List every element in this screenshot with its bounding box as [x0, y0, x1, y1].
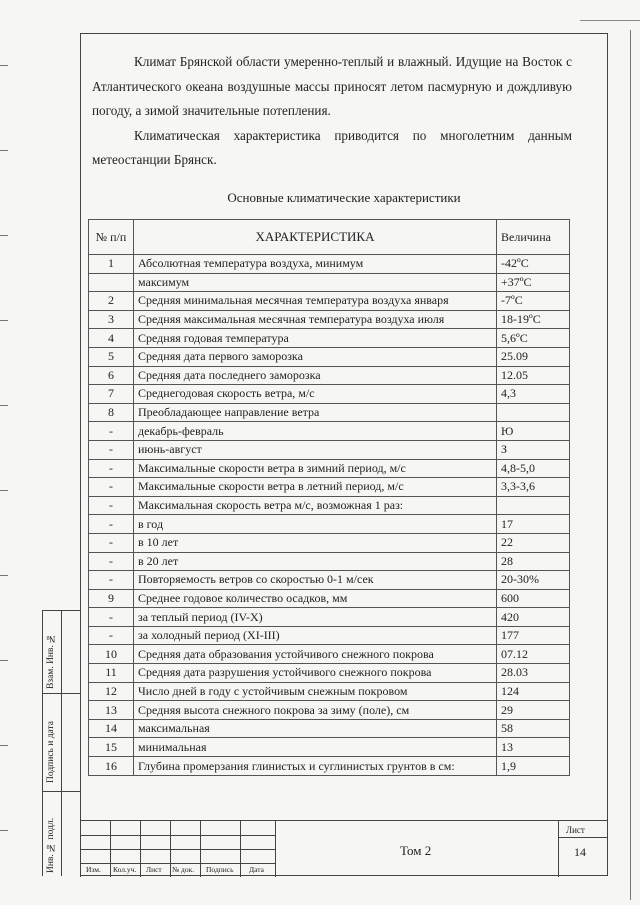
row-value: 600	[497, 589, 570, 608]
row-value: -42ºС	[497, 255, 570, 274]
row-value: 124	[497, 682, 570, 701]
left-strip-column	[62, 611, 81, 876]
table-row	[89, 738, 570, 757]
row-number: -	[89, 533, 134, 552]
table-row	[89, 589, 570, 608]
row-value: 13	[497, 738, 570, 757]
row-characteristic: Среднегодовая скорость ветра, м/с	[134, 385, 497, 404]
table-row	[89, 571, 570, 590]
table-row	[89, 533, 570, 552]
margin-tick	[0, 830, 8, 831]
row-characteristic: Средняя дата последнего заморозка	[134, 366, 497, 385]
intro-text	[92, 50, 572, 173]
row-number: 3	[89, 310, 134, 329]
row-value	[497, 496, 570, 515]
row-value: -7ºС	[497, 292, 570, 311]
stamp-line	[558, 837, 608, 838]
row-characteristic: Максимальная скорость ветра м/с, возможная 1 раз:	[134, 496, 497, 515]
title-block	[80, 820, 608, 876]
header-characteristic: ХАРАКТЕРИСТИКА	[134, 220, 497, 255]
table-header-row	[89, 220, 570, 255]
table-row	[89, 552, 570, 571]
row-value: +37ºС	[497, 273, 570, 292]
left-stamp-strip	[42, 610, 80, 876]
row-number: 4	[89, 329, 134, 348]
table-row	[89, 608, 570, 627]
row-number: 7	[89, 385, 134, 404]
row-characteristic: декабрь-февраль	[134, 422, 497, 441]
table-row	[89, 310, 570, 329]
stamp-date: Дата	[249, 865, 264, 874]
row-value: 177	[497, 626, 570, 645]
stamp-line	[558, 821, 559, 877]
margin-tick	[0, 660, 8, 661]
stamp-line	[80, 863, 275, 864]
row-value: 58	[497, 719, 570, 738]
row-characteristic: Число дней в году с устойчивым снежным покровом	[134, 682, 497, 701]
row-number: -	[89, 478, 134, 497]
margin-tick	[0, 575, 8, 576]
climate-table	[88, 219, 570, 776]
row-characteristic: Средняя максимальная месячная температура воздуха июля	[134, 310, 497, 329]
row-value: 07.12	[497, 645, 570, 664]
scan-edge-top	[580, 20, 640, 21]
row-number: 13	[89, 701, 134, 720]
header-value: Величина	[497, 220, 570, 255]
row-characteristic: Средняя дата образования устойчивого снежного покрова	[134, 645, 497, 664]
row-value: 4,8-5,0	[497, 459, 570, 478]
row-characteristic: Среднее годовое количество осадков, мм	[134, 589, 497, 608]
stamp-signature: Подпись	[206, 865, 234, 874]
row-value	[497, 403, 570, 422]
row-characteristic: Максимальные скорости ветра в летний период, м/с	[134, 478, 497, 497]
table-row	[89, 496, 570, 515]
table-row	[89, 440, 570, 459]
row-characteristic: Максимальные скорости ветра в зимний период, м/с	[134, 459, 497, 478]
row-value: 1,9	[497, 757, 570, 776]
stamp-kol-uch: Кол.уч.	[113, 865, 137, 874]
table-row	[89, 719, 570, 738]
row-characteristic: июнь-август	[134, 440, 497, 459]
row-characteristic: Средняя минимальная месячная температура воздуха января	[134, 292, 497, 311]
volume-label: Том 2	[400, 843, 432, 858]
row-number: -	[89, 552, 134, 571]
margin-tick	[0, 235, 8, 236]
row-value: 17	[497, 515, 570, 534]
row-number: 12	[89, 682, 134, 701]
table-row	[89, 757, 570, 776]
table-row	[89, 403, 570, 422]
table-row	[89, 626, 570, 645]
row-number: -	[89, 440, 134, 459]
row-value: Ю	[497, 422, 570, 441]
stamp-line	[275, 821, 276, 877]
row-value: З	[497, 440, 570, 459]
row-number: 1	[89, 255, 134, 274]
table-row	[89, 329, 570, 348]
row-characteristic: в 10 лет	[134, 533, 497, 552]
row-number: -	[89, 571, 134, 590]
row-number: 8	[89, 403, 134, 422]
row-number: 2	[89, 292, 134, 311]
table-row	[89, 385, 570, 404]
table-row	[89, 478, 570, 497]
row-characteristic: Средняя дата первого заморозка	[134, 347, 497, 366]
row-characteristic: Повторяемость ветров со скоростью 0-1 м/сек	[134, 571, 497, 590]
row-characteristic: Средняя годовая температура	[134, 329, 497, 348]
label-original-inv: Инв. № подл.	[46, 817, 56, 873]
row-characteristic: за холодный период (XI-III)	[134, 626, 497, 645]
row-number: 6	[89, 366, 134, 385]
sheet-number: 14	[574, 845, 586, 859]
table-row	[89, 682, 570, 701]
table-row	[89, 664, 570, 683]
row-value: 3,3-3,6	[497, 478, 570, 497]
row-number: -	[89, 422, 134, 441]
row-characteristic: Глубина промерзания глинистых и суглинистых грунтов в см:	[134, 757, 497, 776]
label-signature-date: Подпись и дата	[46, 720, 56, 783]
row-number: 5	[89, 347, 134, 366]
table-row	[89, 645, 570, 664]
header-num: № п/п	[89, 220, 134, 255]
table-row	[89, 701, 570, 720]
row-characteristic: в 20 лет	[134, 552, 497, 571]
row-characteristic: Средняя дата разрушения устойчивого снежного покрова	[134, 664, 497, 683]
row-characteristic: Средняя высота снежного покрова за зиму (поле), см	[134, 701, 497, 720]
stamp-list: Лист	[146, 865, 162, 874]
left-strip-divider	[43, 693, 81, 694]
margin-tick	[0, 320, 8, 321]
row-number: 16	[89, 757, 134, 776]
row-value: 5,6ºС	[497, 329, 570, 348]
stamp-line	[80, 835, 275, 836]
row-value: 18-19ºС	[497, 310, 570, 329]
row-value: 20-30%	[497, 571, 570, 590]
margin-tick	[0, 65, 8, 66]
row-value: 28.03	[497, 664, 570, 683]
row-number: 10	[89, 645, 134, 664]
row-characteristic: Абсолютная температура воздуха, минимум	[134, 255, 497, 274]
row-number: 11	[89, 664, 134, 683]
stamp-izm: Изм.	[86, 865, 101, 874]
row-value: 29	[497, 701, 570, 720]
row-characteristic: в год	[134, 515, 497, 534]
table-row	[89, 422, 570, 441]
row-characteristic: максимальная	[134, 719, 497, 738]
table-row	[89, 366, 570, 385]
row-characteristic: минимальная	[134, 738, 497, 757]
row-number: 9	[89, 589, 134, 608]
table-caption: Основные климатические характеристики	[227, 190, 461, 205]
sheet-label: Лист	[566, 825, 585, 835]
row-number: -	[89, 459, 134, 478]
stamp-doc-number: № док.	[172, 865, 195, 874]
table-row	[89, 459, 570, 478]
label-replacement-inv: Взам. Инв. №	[46, 632, 56, 689]
row-characteristic: максимум	[134, 273, 497, 292]
intro-paragraph-source: Климатическая характеристика приводится по многолетним данным метеостанции Брянск.	[92, 127, 572, 167]
row-number: 15	[89, 738, 134, 757]
row-value: 28	[497, 552, 570, 571]
row-number: -	[89, 626, 134, 645]
table-row	[89, 515, 570, 534]
row-value: 12.05	[497, 366, 570, 385]
intro-paragraph-climate: Климат Брянской области умеренно-теплый и влажный. Идущие на Восток с Атлантического океана воздушные массы приносят летом пасмурную и дождливую погоду, а зимой значительные потепления.	[92, 54, 572, 118]
margin-tick	[0, 490, 8, 491]
margin-tick	[0, 745, 8, 746]
margin-tick	[0, 405, 8, 406]
row-value: 22	[497, 533, 570, 552]
row-value: 4,3	[497, 385, 570, 404]
scan-edge-right	[630, 30, 631, 900]
row-number: -	[89, 515, 134, 534]
table-row	[89, 347, 570, 366]
row-number: 14	[89, 719, 134, 738]
row-value: 25.09	[497, 347, 570, 366]
climate-table-body	[89, 255, 570, 776]
row-number: -	[89, 496, 134, 515]
left-strip-divider	[43, 791, 81, 792]
stamp-line	[80, 849, 275, 850]
table-row	[89, 292, 570, 311]
row-number	[89, 273, 134, 292]
row-number: -	[89, 608, 134, 627]
margin-tick	[0, 150, 8, 151]
row-characteristic: Преобладающее направление ветра	[134, 403, 497, 422]
table-row	[89, 255, 570, 274]
row-characteristic: за теплый период (IV-X)	[134, 608, 497, 627]
table-row	[89, 273, 570, 292]
row-value: 420	[497, 608, 570, 627]
